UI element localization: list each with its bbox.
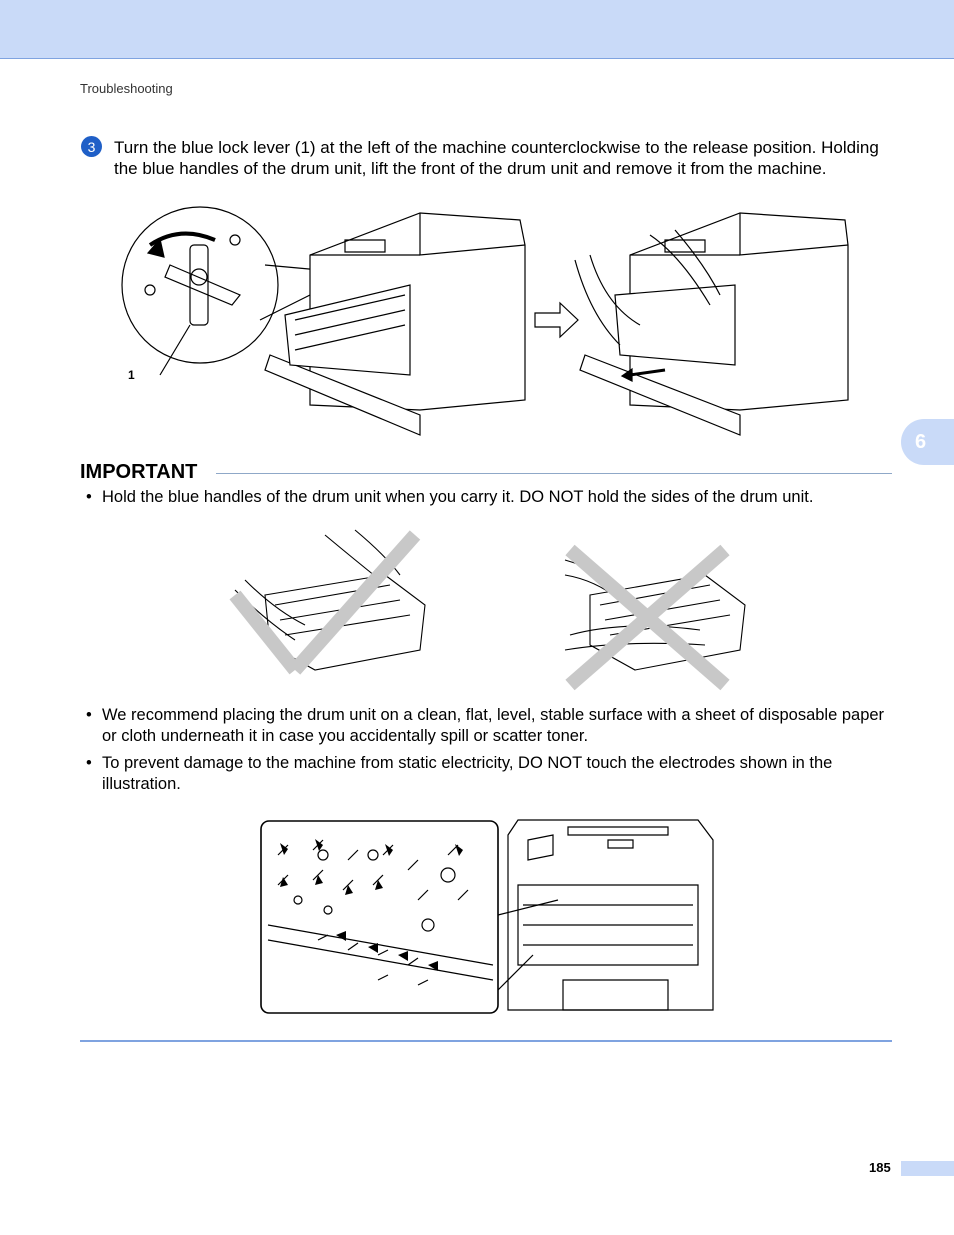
callout-1: 1 xyxy=(128,368,135,382)
chapter-tab: 6 xyxy=(901,419,954,465)
bullet-text: Hold the blue handles of the drum unit when you carry it. DO NOT hold the sides of the drum unit. xyxy=(102,488,814,506)
step-number-badge: 3 xyxy=(81,136,102,157)
step-instruction: Turn the blue lock lever (1) at the left of the machine counterclockwise to the release position. Holding the blue handles of the drum unit, lift the front of the drum unit and remove it from the machine. xyxy=(114,138,879,178)
header-band xyxy=(0,0,954,59)
breadcrumb: Troubleshooting xyxy=(80,81,173,96)
page-number: 185 xyxy=(869,1160,891,1175)
figure-electrodes xyxy=(258,815,718,1020)
bottom-rule xyxy=(80,1040,892,1042)
figure-drum-removal xyxy=(120,195,860,445)
bullet-text: To prevent damage to the machine from static electricity, DO NOT touch the electrodes shown in the illustration. xyxy=(102,754,833,793)
important-rule xyxy=(216,473,892,474)
bullet-symbol: • xyxy=(86,488,92,506)
important-heading: IMPORTANT xyxy=(80,461,198,483)
bullet-symbol: • xyxy=(86,754,92,772)
bullet-symbol: • xyxy=(86,706,92,724)
bullet-text: We recommend placing the drum unit on a clean, flat, level, stable surface with a sheet of disposable paper or cloth underneath it in case you accidentally spill or scatter toner. xyxy=(102,706,885,745)
page-number-band xyxy=(901,1161,954,1176)
figure-drum-handling xyxy=(225,520,765,695)
